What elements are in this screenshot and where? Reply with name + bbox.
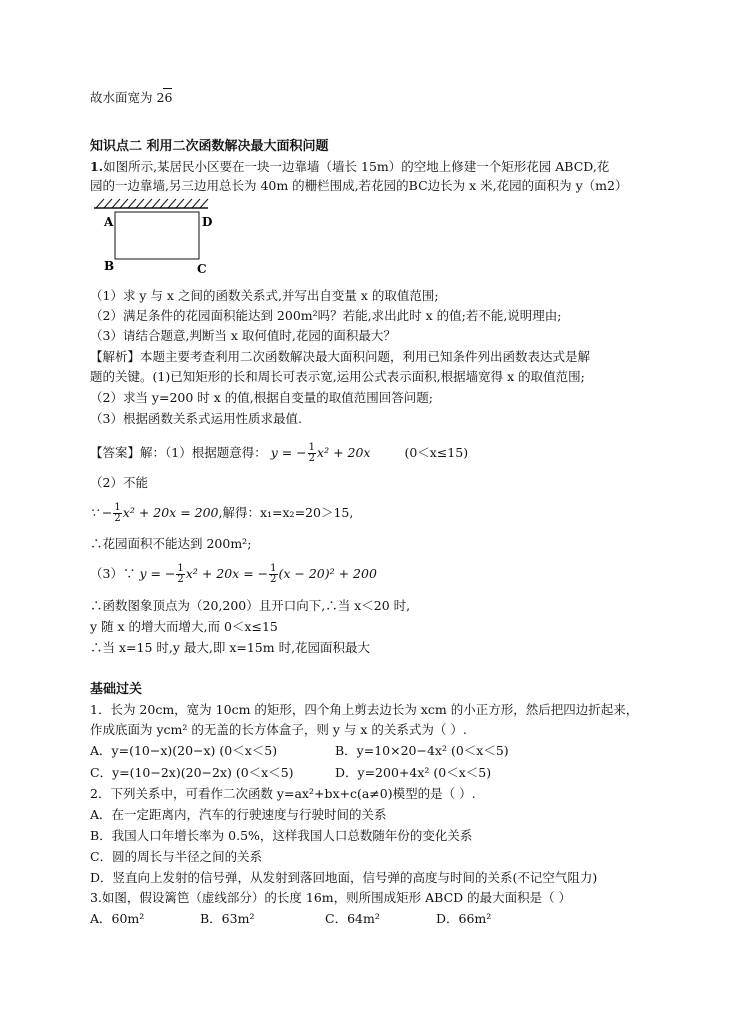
answer-1 <box>90 440 468 466</box>
section-title: 知识点二 利用二次函数解决最大面积问题 <box>90 139 329 154</box>
answer-range: (0＜x≤15) <box>404 445 469 460</box>
problem1-text1: 如图所示,某居民小区要在一块一边靠墙（墙长 15m）的空地上修建一个矩形花园 ABCD,花 <box>103 159 610 174</box>
question-2: （2）满足条件的花园面积能达到 200m²吗？若能,求出此时 x 的值;若不能,说明理由; <box>90 308 562 323</box>
problem1-number: 1. <box>90 159 104 174</box>
answer-2-label: （2）不能 <box>90 475 148 490</box>
basic-q1-option-a: A．y=(10−x)(20−x) (0＜x＜5) <box>90 743 278 758</box>
answer-formula-prefix: y = − <box>270 445 307 460</box>
vertex-c: C <box>197 262 207 276</box>
problem1-line2: 园的一边靠墙,另三边用总长为 40m 的栅栏围成,若花园的BC边长为 x 米,花园的面积为 y（m2） <box>90 178 628 193</box>
problem1-line1 <box>90 158 609 176</box>
basic-q2-option-d: D．竖直向上发射的信号弹，从发射到落回地面，信号弹的高度与时间的关系(不记空气阻力) <box>90 870 598 885</box>
basic-q3-option-d: D．66m² <box>436 911 492 926</box>
basic-q2-line1: 2．下列关系中，可看作二次函数 y=ax²+bx+c(a≠0)模型的是（ ）. <box>90 786 476 801</box>
basic-q3-option-a: A．60m² <box>90 911 145 926</box>
sqrt-value: 6 <box>164 90 173 105</box>
basic-q2-option-a: A．在一定距离内，汽车的行驶速度与行驶时间的关系 <box>90 807 387 822</box>
a3-label: （3）∵ <box>90 566 136 581</box>
basic-section-title: 基础过关 <box>90 682 143 697</box>
vertex-d: D <box>202 215 213 229</box>
a2-eq-prefix: ∵ − <box>90 505 113 520</box>
answer-3-line3: y 随 x 的增大而增大,而 0＜x≤15 <box>90 619 278 634</box>
fraction-half: $\frac{1}{2}$ <box>270 563 277 585</box>
basic-q3-option-b: B．63m² <box>200 911 255 926</box>
garden-rectangle <box>115 212 199 259</box>
question-1: （1）求 y 与 x 之间的函数关系式,并写出自变量 x 的取值范围; <box>90 288 439 303</box>
answer-label: 【答案】解：（1）根据题意得： <box>90 445 267 460</box>
intro-line <box>90 88 172 107</box>
fraction-half: $\frac{1}{2}$ <box>308 442 316 464</box>
basic-q2-option-c: C．圆的周长与半径之间的关系 <box>90 849 263 864</box>
vertex-b: B <box>104 259 115 273</box>
basic-q3-option-c: C．64m² <box>325 911 380 926</box>
basic-q1-option-b: B．y=10×20−4x² (0＜x＜5) <box>335 743 509 758</box>
answer-3-line4: ∴当 x=15 时,y 最大,即 x=15m 时,花园面积最大 <box>90 640 371 655</box>
analysis-line1: 【解析】本题主要考查利用二次函数解决最大面积问题，利用已知条件列出函数表达式是解 <box>90 349 591 364</box>
a3-eq-part3: (x − 20)² + 200 <box>278 566 377 581</box>
fraction-half: $\frac{1}{2}$ <box>114 502 121 524</box>
basic-q1-line2: 作成底面为 ycm² 的无盖的长方体盒子，则 y 与 x 的关系式为（ ）. <box>90 722 467 737</box>
basic-q2-option-b: B．我国人口年增长率为 0.5%，这样我国人口总数随年份的变化关系 <box>90 828 473 843</box>
analysis-line3: （2）求当 y=200 时 x 的值,根据自变量的取值范围回答问题; <box>90 390 433 405</box>
garden-figure <box>90 196 220 278</box>
basic-q3-line1: 3.如图，假设篱笆（虚线部分）的长度 16m，则所围成矩形 ABCD 的最大面积是（ ） <box>90 890 572 905</box>
a3-eq-part2: x² + 20x = − <box>185 566 269 581</box>
answer-2-equation <box>90 500 353 526</box>
basic-q1-option-c: C．y=(10−2x)(20−2x) (0＜x＜5) <box>90 765 294 780</box>
intro-text: 故水面宽为 2 <box>90 90 165 105</box>
answer-3-equation <box>90 561 377 587</box>
question-3: （3）请结合题意,判断当 x 取何值时,花园的面积最大？ <box>90 328 396 343</box>
answer-formula-suffix: x² + 20x <box>317 445 371 460</box>
fraction-half: $\frac{1}{2}$ <box>177 563 184 585</box>
basic-q1-line1: 1．长为 20cm，宽为 10cm 的矩形，四个角上剪去边长为 xcm 的小正方形，然后把四边折起来， <box>90 702 639 717</box>
a3-eq-part1: y = − <box>139 566 176 581</box>
basic-q1-option-d: D．y=200+4x² (0＜x＜5) <box>335 765 492 780</box>
vertex-a: A <box>104 215 114 229</box>
answer-2-conclusion: ∴花园面积不能达到 200m²; <box>90 536 252 551</box>
answer-3-line2: ∴函数图象顶点为（20,200）且开口向下,∴当 x＜20 时, <box>90 598 411 613</box>
analysis-line2: 题的关键。(1)已知矩形的长和周长可表示宽,运用公式表示面积,根据墙宽得 x 的取值范围; <box>90 369 585 384</box>
a2-eq-suffix: x² + 20x = 200 <box>122 505 219 520</box>
analysis-line4: （3）根据函数关系式运用性质求最值. <box>90 411 302 426</box>
a2-solve: ,解得：x₁=x₂=20＞15, <box>218 505 354 520</box>
wall-hatching <box>96 199 208 208</box>
